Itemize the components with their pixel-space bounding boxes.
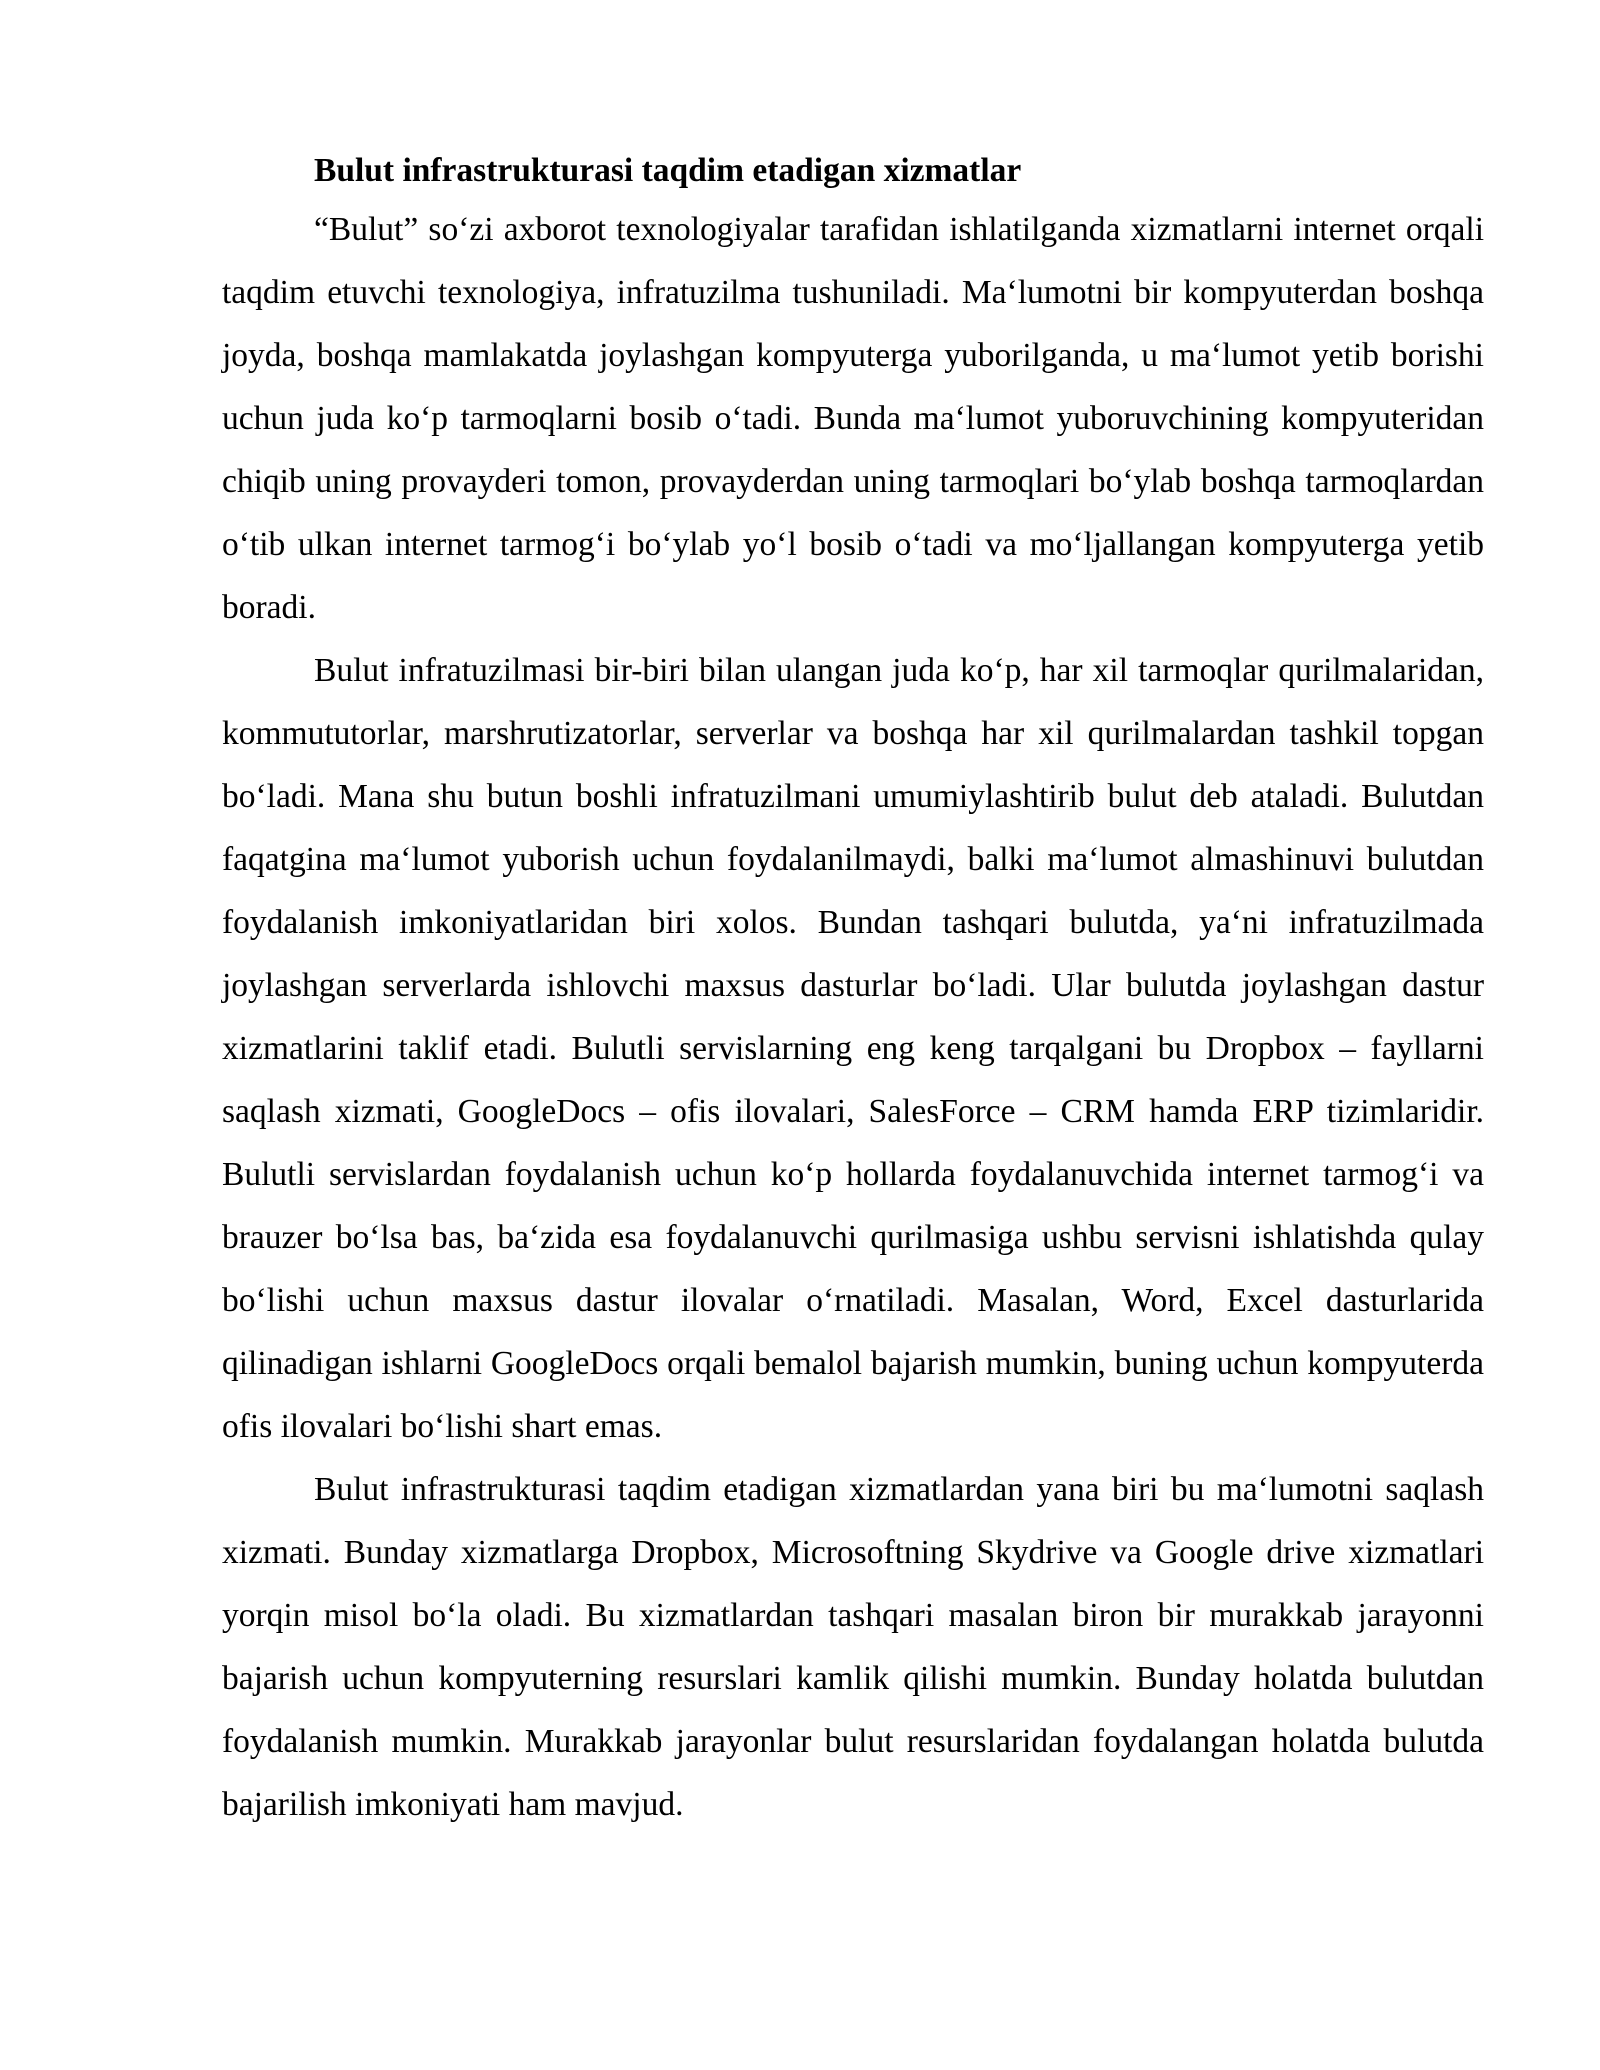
paragraph-3: Bulut infrastrukturasi taqdim etadigan xizmatlardan yana biri bu ma‘lumotni saqlash xizmati. Bunday xizmatlarga Dropbox, Microsoftning Skydrive va Google drive xizmatlari yorqin misol bo‘la oladi. Bu xizmatlardan tashqari masalan biron bir murakkab jarayonni bajarish uchun kompyuterning resurslari kamlik qilishi mumkin. Bunday holatda bulutdan foydalanish mumkin. Murakkab jarayonlar bulut resurslaridan foydalangan holatda bulutda bajarilish imkoniyati ham mavjud. xyxy=(222,1471,1484,1823)
document-heading: Bulut infrastrukturasi taqdim etadigan xizmatlar xyxy=(314,152,1022,189)
paragraph-2: Bulut infratuzilmasi bir-biri bilan ulangan juda ko‘p, har xil tarmoqlar qurilmalaridan, kommututorlar, marshrutizatorlar, serverlar va boshqa har xil qurilmalardan tashkil topgan bo‘ladi. Mana shu butun boshli infratuzilmani umumiylashtirib bulut deb ataladi. Bulutdan faqatgina ma‘lumot yuborish uchun foydalanilmaydi, balki ma‘lumot almashinuvi bulutdan foydalanish imkoniyatlaridan biri xolos. Bundan tashqari bulutda, ya‘ni infratuzilmada joylashgan serverlarda ishlovchi maxsus dasturlar bo‘ladi. Ular bulutda joylashgan dastur xizmatlarini taklif etadi. Bulutli servislarning eng keng tarqalgani bu Dropbox – fayllarni saqlash xizmati, GoogleDocs – ofis ilovalari, SalesForce – CRM hamda ERP tizimlaridir. Bulutli servislardan foydalanish uchun ko‘p hollarda foydalanuvchida internet tarmog‘i va brauzer bo‘lsa bas, ba‘zida esa foydalanuvchi qurilmasiga ushbu servisni ishlatishda qulay bo‘lishi uchun maxsus dastur ilovalar o‘rnatiladi. Masalan, Word, Excel dasturlarida qilinadigan ishlarni GoogleDocs orqali bemalol bajarish mumkin, buning uchun kompyuterda ofis ilovalari bo‘lishi shart emas. xyxy=(222,652,1484,1445)
paragraph-1: “Bulut” so‘zi axborot texnologiyalar tarafidan ishlatilganda xizmatlarni internet orqali taqdim etuvchi texnologiya, infratuzilma tushuniladi. Ma‘lumotni bir kompyuterdan boshqa joyda, boshqa mamlakatda joylashgan kompyuterga yuborilganda, u ma‘lumot yetib borishi uchun juda ko‘p tarmoqlarni bosib o‘tadi. Bunda ma‘lumot yuboruvchining kompyuteridan chiqib uning provayderi tomon, provayderdan uning tarmoqlari bo‘ylab boshqa tarmoqlardan o‘tib ulkan internet tarmog‘i bo‘ylab yo‘l bosib o‘tadi va mo‘ljallangan kompyuterga yetib boradi. xyxy=(222,211,1484,626)
document-body xyxy=(222,143,1484,1836)
